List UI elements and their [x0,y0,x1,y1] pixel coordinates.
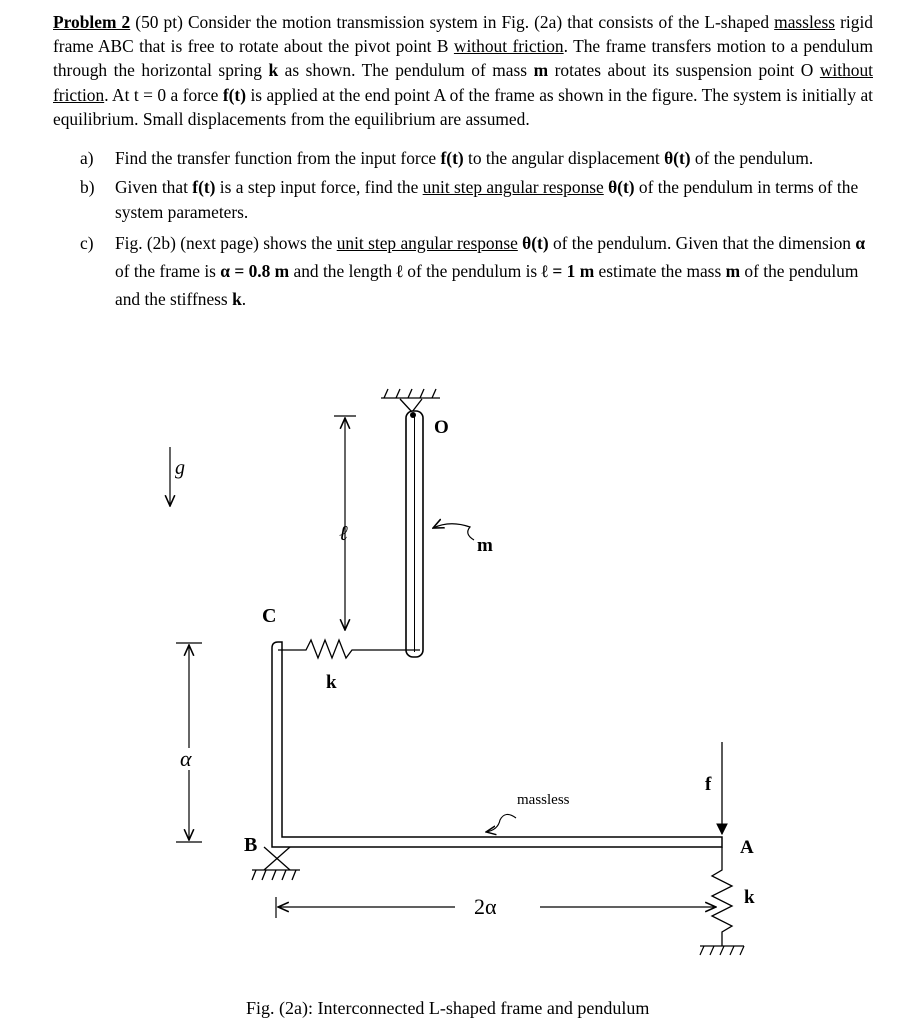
item-label: b) [80,177,95,198]
text-span: of the pendulum. [690,148,814,168]
point-c-label: C [262,605,277,627]
length-dimension [334,416,356,630]
underlined-term: unit step angular response [336,233,518,254]
underlined-term: unit step angular response [422,177,604,198]
text-span: as shown. The pendulum of mass [278,60,534,81]
underlined-term: massless [774,12,836,32]
force-label: f [705,774,712,795]
bold-term: k [232,289,242,310]
top-spring [278,640,420,658]
text-span: to the angular displacement [463,148,665,168]
text-span: Given that [115,177,193,198]
problem-points: (50 pt) [135,12,183,32]
length-label: ℓ [339,521,348,545]
underlined-term: without friction [53,60,873,105]
l-frame [272,642,722,847]
alpha-label: α [180,746,192,771]
point-b-label: B [244,834,258,856]
massless-pointer [486,814,516,832]
pendulum-support [381,389,440,412]
bottom-spring-label: k [744,887,755,908]
bold-term: θ(t) [522,233,549,254]
figure-caption: Fig. (2a): Interconnected L-shaped frame and pendulum [246,998,650,1018]
text-span: of the pendulum and the stiffness [115,261,859,310]
text-span: estimate the mass [594,261,726,282]
bold-term: α [855,233,866,254]
pivot-o-marker [410,412,416,418]
ground-at-a [700,946,744,955]
text-span: . At t = 0 a force [104,84,223,105]
bold-term: m [533,60,549,81]
bold-term: m [725,261,741,282]
massless-label: massless [517,792,570,808]
text-span: rigid frame ABC that is free to rotate about the pivot point B [53,12,873,57]
text-span: . [241,289,247,310]
text-span: . The frame transfers motion to a pendulum through the horizontal spring [53,36,873,81]
bold-term: θ(t) [664,148,691,168]
text-span: rotates about its suspension point O [548,60,820,81]
text-span: Fig. (2b) (next page) shows the [115,233,337,254]
text-span: and the length [289,261,397,282]
item-label: a) [80,148,94,168]
text-span: is applied at the end point A of the frame as shown in the figure. The system is initially at equilibrium. Small displacements from the equilibrium are assumed. [53,84,873,129]
two-alpha-dimension [276,894,716,919]
point-a-label: A [740,837,754,858]
underlined-term: without friction [453,36,564,57]
top-spring-label: k [326,672,337,693]
text-span: of the frame is [115,261,221,282]
pivot-b-support [252,847,300,880]
text-span: is a step input force, find the [215,177,423,198]
mass-pointer [433,524,474,540]
item-label: c) [80,233,94,254]
bold-term: k [268,60,279,81]
text-span: Consider the motion transmission system in Fig. (2a) that consists of the L-shaped [182,12,775,32]
two-alpha-label: 2α [474,894,497,919]
gravity-arrow [170,447,185,506]
pendulum-rod [406,411,423,657]
pivot-o-label: O [434,417,449,438]
text-span: of the pendulum is [402,261,542,282]
mass-label: m [477,535,493,556]
bold-term: ℓ [396,261,403,282]
bold-term: f(t) [222,84,246,105]
bottom-spring [712,847,732,946]
problem-heading: Problem 2 [53,12,131,32]
text-span: of the pendulum. Given that the dimension [548,233,856,254]
bold-term: θ(t) [608,177,635,198]
bold-term: f(t) [192,177,216,198]
text-span: Find the transfer function from the input force [115,148,441,168]
bold-term: f(t) [440,148,464,168]
text-span: of the pendulum in terms of the system parameters. [115,177,859,222]
bold-term: ℓ = 1 m [541,261,595,282]
gravity-label: g [175,457,185,479]
bold-term: α = 0.8 m [220,261,290,282]
alpha-dimension [176,643,202,842]
